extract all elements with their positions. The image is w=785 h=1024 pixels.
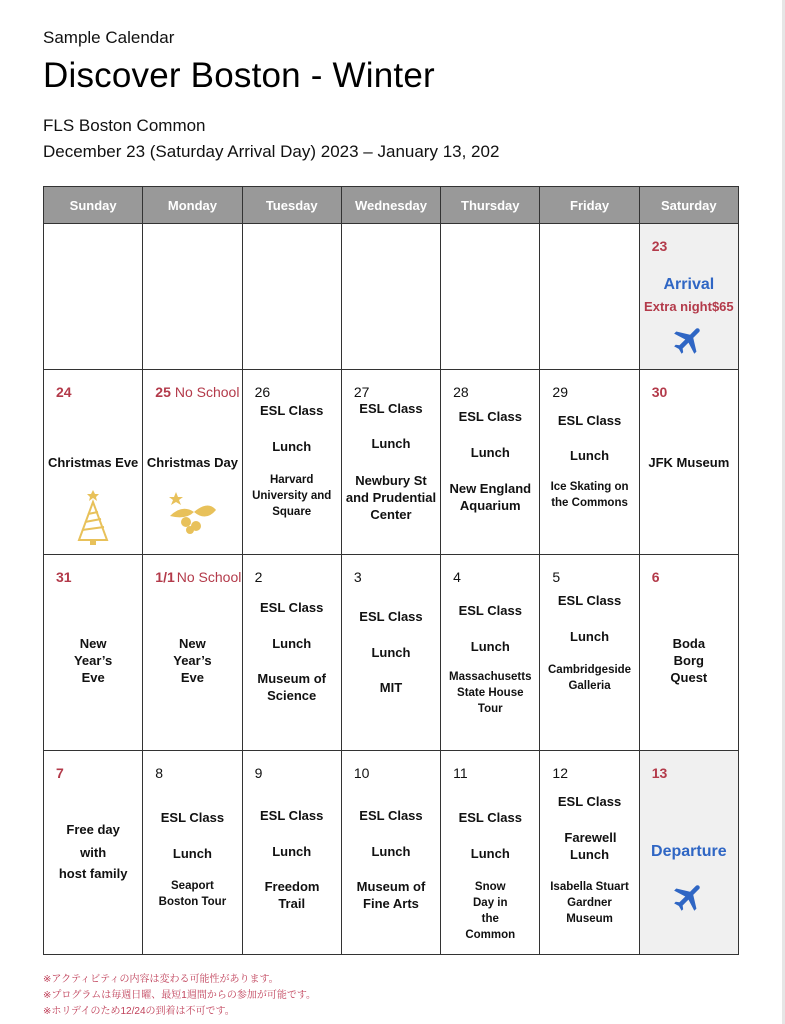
- lunch: Farewell Lunch: [564, 830, 617, 862]
- lunch: Lunch: [172, 846, 212, 861]
- activity: Boda Borg Quest: [670, 636, 708, 685]
- activity: Snow Day in the Common: [465, 881, 516, 941]
- week-row: [44, 751, 739, 955]
- day-number: 4: [453, 569, 461, 585]
- day-cell-jan-2: [242, 555, 341, 751]
- activity: Museum of Fine Arts: [356, 879, 426, 911]
- airplane-icon: [640, 879, 738, 920]
- activity: New England Aquarium: [449, 481, 532, 513]
- day-cell-dec-24: [44, 370, 143, 555]
- day-number: 13: [651, 765, 668, 781]
- day-cell-jan-3: [341, 555, 440, 751]
- arrival-label: Arrival: [663, 276, 715, 293]
- weekday-wednesday: Wednesday: [341, 187, 440, 224]
- day-cell-jan-1: [143, 555, 242, 751]
- lunch: Lunch: [371, 436, 411, 451]
- day-number: 12: [552, 765, 568, 781]
- empty-day-cell: [341, 224, 440, 370]
- day-cell-dec-28: [441, 370, 540, 555]
- empty-day-cell: [44, 224, 143, 370]
- week-row: [44, 370, 739, 555]
- activity: Massachusetts State House Tour: [449, 671, 532, 715]
- day-number: 10: [353, 765, 370, 781]
- day-number: 3: [353, 569, 362, 585]
- weekday-tuesday: Tuesday: [242, 187, 341, 224]
- free-day-label: with: [80, 845, 107, 860]
- day-cell-dec-29: [540, 370, 639, 555]
- page-title: Discover Boston - Winter: [43, 56, 435, 95]
- day-cell-dec-26: [242, 370, 341, 555]
- weekday-monday: Monday: [143, 187, 242, 224]
- esl-class: ESL Class: [260, 808, 324, 823]
- day-cell-jan-7: [44, 751, 143, 955]
- weekday-header-row: [44, 187, 739, 224]
- empty-day-cell: [143, 224, 242, 370]
- day-number: [155, 569, 241, 585]
- activity: Harvard University and Square: [252, 474, 332, 518]
- lunch: Lunch: [371, 645, 411, 660]
- day-number: 11: [453, 765, 468, 781]
- holiday-label: New Year’s Eve: [173, 636, 212, 685]
- day-number-value: 1/1: [155, 569, 175, 585]
- holiday-label: New Year’s Eve: [73, 636, 113, 685]
- subtitle: Sample Calendar: [43, 28, 175, 47]
- day-cell-jan-13: [639, 751, 738, 955]
- free-day-label: Free day: [66, 822, 120, 837]
- weekday-thursday: Thursday: [441, 187, 540, 224]
- footnote: ※ホリデイのため12/24の到着は不可です。: [43, 1006, 235, 1017]
- activity: Isabella Stuart Gardner Museum: [550, 881, 629, 925]
- esl-class: ESL Class: [458, 603, 522, 618]
- day-number: 31: [56, 569, 72, 585]
- lunch: Lunch: [371, 844, 411, 859]
- esl-class: ESL Class: [260, 403, 324, 418]
- activity: Freedom Trail: [264, 879, 320, 911]
- lunch: Lunch: [272, 844, 312, 859]
- day-cell-jan-8: [143, 751, 242, 955]
- day-number: 6: [651, 569, 660, 585]
- lunch: Lunch: [470, 639, 510, 654]
- day-cell-jan-5: [540, 555, 639, 751]
- day-number: 7: [56, 765, 64, 781]
- esl-class: ESL Class: [557, 794, 622, 809]
- day-number: [155, 384, 239, 400]
- airplane-icon: [640, 322, 738, 363]
- day-cell-dec-31: [44, 555, 143, 751]
- weekday-saturday: Saturday: [639, 187, 738, 224]
- day-number: 8: [155, 765, 164, 781]
- day-cell-jan-11: [441, 751, 540, 955]
- day-number-value: 25: [155, 384, 171, 400]
- lunch: Lunch: [272, 439, 312, 454]
- activity: JFK Museum: [648, 455, 730, 470]
- footnote: ※アクティビティの内容は変わる可能性があります。: [43, 974, 279, 985]
- day-number: 28: [453, 384, 469, 400]
- lunch: Lunch: [470, 445, 510, 460]
- lunch: Lunch: [570, 629, 610, 644]
- day-cell-jan-6: [639, 555, 738, 751]
- esl-class: ESL Class: [557, 413, 622, 428]
- footnotes: [43, 972, 316, 1020]
- holiday-label: Christmas Eve: [47, 455, 139, 470]
- date-range: December 23 (Saturday Arrival Day) 2023 – January 13, 202: [43, 142, 500, 161]
- calendar-table: [43, 186, 739, 955]
- esl-class: ESL Class: [557, 593, 622, 608]
- day-number: 27: [353, 384, 370, 400]
- activity: MIT: [379, 680, 403, 695]
- day-cell-dec-30: [639, 370, 738, 555]
- no-school-note: No School: [176, 569, 242, 585]
- weekday-friday: Friday: [540, 187, 639, 224]
- empty-day-cell: [540, 224, 639, 370]
- day-number: 5: [552, 569, 561, 585]
- day-cell-dec-23: [639, 224, 738, 370]
- empty-day-cell: [242, 224, 341, 370]
- day-number: 9: [254, 765, 263, 781]
- week-row: [44, 555, 739, 751]
- day-cell-jan-10: [341, 751, 440, 955]
- day-cell-dec-27: [341, 370, 440, 555]
- location: FLS Boston Common: [43, 116, 206, 135]
- esl-class: ESL Class: [160, 810, 225, 825]
- activity: Museum of Science: [257, 671, 327, 703]
- activity: Ice Skating on the Commons: [550, 481, 629, 509]
- holiday-label: Christmas Day: [146, 455, 238, 470]
- lunch: Lunch: [470, 846, 510, 861]
- esl-class: ESL Class: [359, 609, 423, 624]
- esl-class: ESL Class: [359, 401, 423, 416]
- weekday-sunday: Sunday: [44, 187, 143, 224]
- day-cell-jan-12: [540, 751, 639, 955]
- extra-night-price: Extra night$65: [644, 299, 734, 314]
- day-number: 24: [56, 384, 72, 400]
- day-cell-jan-9: [242, 751, 341, 955]
- day-number: 26: [254, 384, 271, 400]
- departure-label: Departure: [651, 843, 727, 860]
- free-day-label: host family: [58, 866, 128, 881]
- week-row: [44, 224, 739, 370]
- esl-class: ESL Class: [260, 600, 324, 615]
- activity: Cambridgeside Galleria: [548, 664, 632, 692]
- day-number: 23: [651, 238, 668, 254]
- footnote: ※プログラムは毎週日曜、最短1週間からの参加が可能です。: [43, 990, 317, 1001]
- esl-class: ESL Class: [458, 810, 522, 825]
- day-number: 29: [552, 384, 568, 400]
- day-cell-dec-25: [143, 370, 242, 555]
- day-cell-jan-4: [441, 555, 540, 751]
- holly-icon: [143, 486, 241, 541]
- christmas-tree-icon: [44, 486, 142, 553]
- day-number: 2: [254, 569, 263, 585]
- empty-day-cell: [441, 224, 540, 370]
- esl-class: ESL Class: [458, 409, 522, 424]
- lunch: Lunch: [272, 636, 312, 651]
- no-school-note: No School: [174, 384, 240, 400]
- esl-class: ESL Class: [359, 808, 423, 823]
- lunch: Lunch: [570, 448, 610, 463]
- activity: Newbury St and Prudential Center: [345, 473, 437, 522]
- activity: Seaport Boston Tour: [158, 880, 227, 908]
- day-number: 30: [651, 384, 668, 400]
